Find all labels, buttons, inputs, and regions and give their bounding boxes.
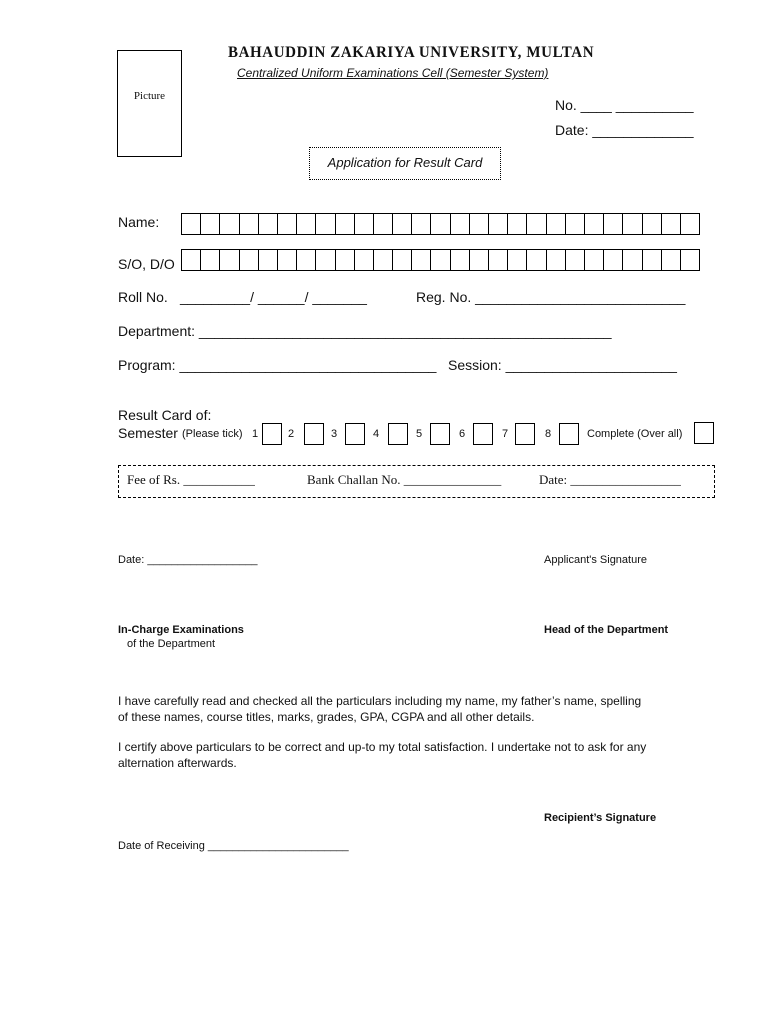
form-title-box — [309, 147, 501, 180]
reg-number-field[interactable]: Reg. No. ___________________________ — [416, 289, 686, 305]
character-box[interactable] — [315, 249, 335, 271]
session-field[interactable]: Session: ______________________ — [448, 357, 677, 373]
form-date-field[interactable]: Date: _____________ — [555, 122, 694, 138]
roll-input[interactable]: _________/ ______/ _______ — [180, 289, 367, 305]
character-box[interactable] — [603, 213, 623, 235]
character-box[interactable] — [526, 213, 546, 235]
character-box[interactable] — [200, 213, 220, 235]
character-box[interactable] — [546, 213, 566, 235]
semester-5-label: 5 — [416, 428, 423, 440]
university-title: BAHAUDDIN ZAKARIYA UNIVERSITY, MULTAN — [228, 44, 595, 62]
sodo-label: S/O, D/O — [118, 256, 175, 272]
character-box[interactable] — [469, 213, 489, 235]
character-box[interactable] — [411, 213, 431, 235]
semester-2-label: 2 — [288, 428, 295, 440]
character-box[interactable] — [258, 249, 278, 271]
character-box[interactable] — [622, 249, 642, 271]
character-box[interactable] — [373, 249, 393, 271]
character-box[interactable] — [603, 249, 623, 271]
semester-3-checkbox[interactable] — [345, 423, 365, 445]
character-box[interactable] — [181, 213, 201, 235]
declaration-paragraph-2-line-1: I certify above particulars to be correct and up-to my total satisfaction. I undertake not to ask for any — [118, 740, 647, 754]
character-box[interactable] — [622, 213, 642, 235]
character-box[interactable] — [507, 213, 527, 235]
semester-5-checkbox[interactable] — [430, 423, 450, 445]
character-box[interactable] — [335, 249, 355, 271]
challan-date-field[interactable]: Date: _________________ — [539, 472, 681, 487]
declaration-paragraph-1-line-1: I have carefully read and checked all the particulars including my name, my father’s name, spelling — [118, 694, 642, 708]
character-box[interactable] — [565, 249, 585, 271]
incharge-label: In-Charge Examinations — [118, 624, 244, 636]
name-label: Name: — [118, 214, 160, 230]
tick-hint: (Please tick) — [182, 428, 243, 440]
character-box[interactable] — [219, 249, 239, 271]
bank-challan-field[interactable]: Bank Challan No. _______________ — [307, 472, 502, 487]
declaration-paragraph-1-line-2: of these names, course titles, marks, grades, GPA, CGPA and all other details. — [118, 710, 535, 724]
semester-7-checkbox[interactable] — [515, 423, 535, 445]
result-card-heading: Result Card of: — [118, 407, 212, 423]
fee-details-box — [118, 465, 715, 498]
character-box[interactable] — [277, 249, 297, 271]
character-box[interactable] — [450, 249, 470, 271]
character-box[interactable] — [392, 213, 412, 235]
character-box[interactable] — [296, 213, 316, 235]
character-box[interactable] — [315, 213, 335, 235]
character-box[interactable] — [296, 249, 316, 271]
semester-4-label: 4 — [373, 428, 380, 440]
character-box[interactable] — [335, 213, 355, 235]
semester-6-label: 6 — [459, 428, 466, 440]
character-box[interactable] — [354, 249, 374, 271]
semester-1-checkbox[interactable] — [262, 423, 282, 445]
name-input-grid[interactable] — [181, 213, 699, 235]
character-box[interactable] — [373, 213, 393, 235]
character-box[interactable] — [526, 249, 546, 271]
complete-label: Complete (Over all) — [587, 428, 683, 440]
character-box[interactable] — [469, 249, 489, 271]
semester-2-checkbox[interactable] — [304, 423, 324, 445]
character-box[interactable] — [661, 213, 681, 235]
character-box[interactable] — [430, 213, 450, 235]
application-date-field[interactable]: Date: __________________ — [118, 554, 258, 566]
character-box[interactable] — [239, 213, 259, 235]
incharge-label-line2: of the Department — [127, 638, 216, 650]
applicant-signature-label: Applicant's Signature — [544, 554, 647, 566]
character-box[interactable] — [546, 249, 566, 271]
semester-7-label: 7 — [502, 428, 509, 440]
semester-1-label: 1 — [252, 428, 259, 440]
character-box[interactable] — [219, 213, 239, 235]
character-box[interactable] — [507, 249, 527, 271]
character-box[interactable] — [488, 249, 508, 271]
character-box[interactable] — [680, 249, 700, 271]
form-title: Application for Result Card — [327, 155, 483, 170]
fee-amount-field[interactable]: Fee of Rs. ___________ — [127, 472, 255, 487]
semester-4-checkbox[interactable] — [388, 423, 408, 445]
date-of-receiving-field[interactable]: Date of Receiving _______________________ — [118, 840, 349, 852]
complete-checkbox[interactable] — [694, 422, 714, 444]
semester-label: Semester — [118, 425, 178, 441]
character-box[interactable] — [680, 213, 700, 235]
sodo-input-grid[interactable] — [181, 249, 699, 271]
semester-3-label: 3 — [331, 428, 338, 440]
head-of-department-label: Head of the Department — [544, 624, 669, 636]
recipient-signature-label: Recipient’s Signature — [544, 812, 657, 824]
photo-box — [117, 50, 182, 157]
program-field[interactable]: Program: _________________________________ — [118, 357, 437, 373]
character-box[interactable] — [277, 213, 297, 235]
character-box[interactable] — [565, 213, 585, 235]
character-box[interactable] — [239, 249, 259, 271]
character-box[interactable] — [661, 249, 681, 271]
character-box[interactable] — [200, 249, 220, 271]
character-box[interactable] — [642, 213, 662, 235]
declaration-paragraph-2-line-2: alternation afterwards. — [118, 756, 237, 770]
photo-label: Picture — [133, 90, 166, 102]
character-box[interactable] — [181, 249, 201, 271]
subtitle: Centralized Uniform Examinations Cell (Semester System) — [237, 66, 549, 80]
character-box[interactable] — [430, 249, 450, 271]
semester-8-checkbox[interactable] — [559, 423, 579, 445]
character-box[interactable] — [584, 249, 604, 271]
department-field[interactable]: Department: _____________________________________________________ — [118, 323, 612, 339]
character-box[interactable] — [411, 249, 431, 271]
character-box[interactable] — [488, 213, 508, 235]
character-box[interactable] — [354, 213, 374, 235]
character-box[interactable] — [584, 213, 604, 235]
character-box[interactable] — [642, 249, 662, 271]
character-box[interactable] — [392, 249, 412, 271]
semester-8-label: 8 — [545, 428, 552, 440]
roll-label: Roll No. — [118, 289, 168, 305]
character-box[interactable] — [258, 213, 278, 235]
character-box[interactable] — [450, 213, 470, 235]
semester-6-checkbox[interactable] — [473, 423, 493, 445]
form-number-field[interactable]: No. ____ __________ — [555, 97, 694, 113]
